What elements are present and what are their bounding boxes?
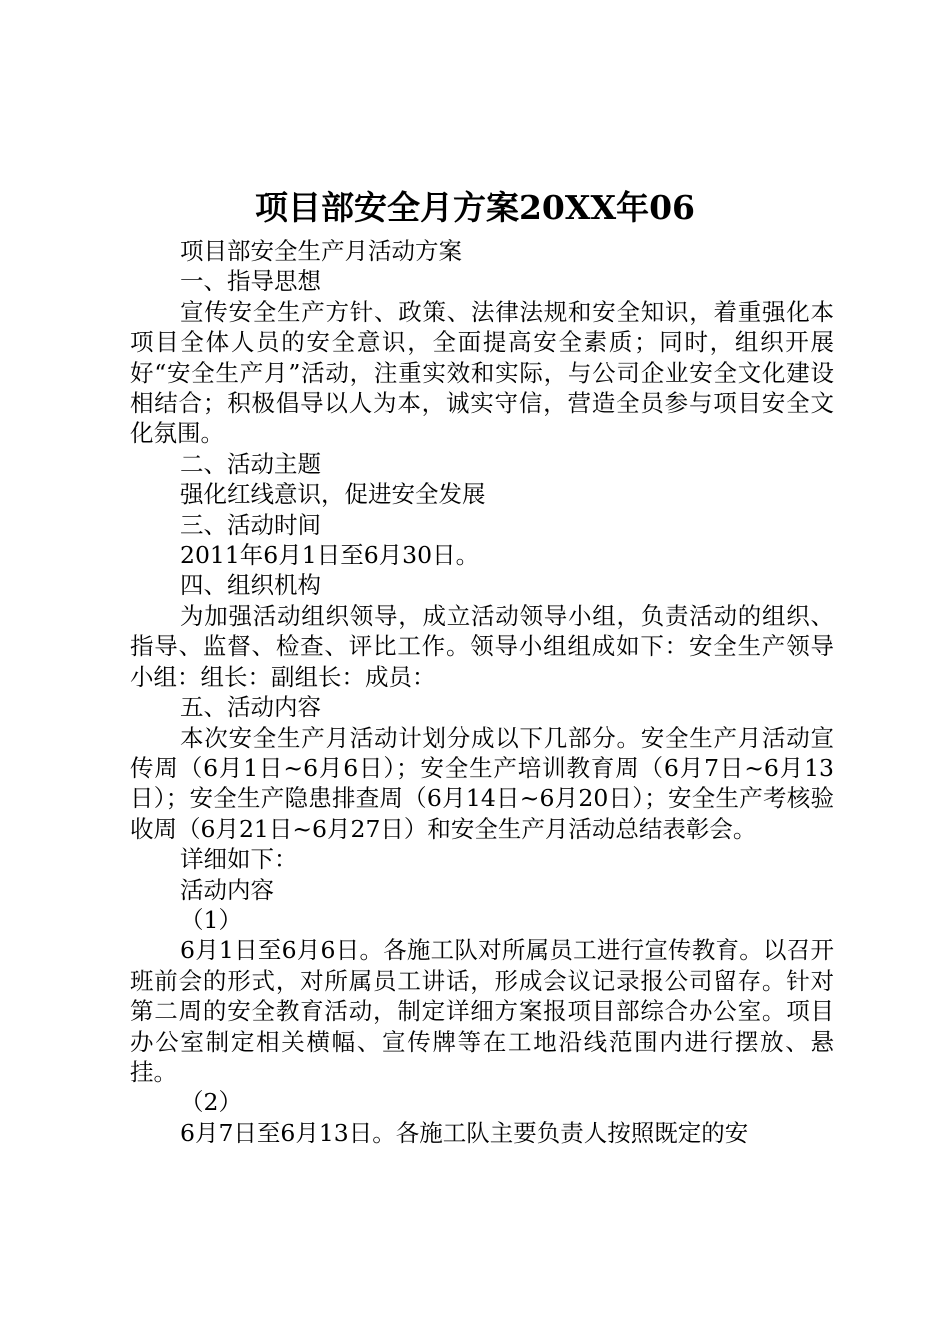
paragraph-activity-theme: 强化红线意识，促进安全发展 [180, 480, 486, 509]
section-heading-organization: 四、组织机构 [180, 571, 321, 600]
paragraph-organization: 为加强活动组织领导，成立活动领导小组，负责活动的组织、指导、监督、检查、评比工作。领导小组组成如下：安全生产领导小组：组长：副组长：成员： [130, 601, 834, 691]
paragraph-week-2: 6月7日至6月13日。各施工队主要负责人按照既定的安 [180, 1118, 749, 1147]
paragraph-week-1: 6月1日至6月6日。各施工队对所属员工进行宣传教育。以召开班前会的形式，对所属员工讲话，形成会议记录报公司留存。针对第二周的安全教育活动，制定详细方案报项目部综合办公室。项目办公室制定相关横幅、宣传牌等在工地沿线范围内进行摆放、悬挂。 [130, 936, 834, 1086]
paragraph-details-intro: 详细如下： [180, 845, 298, 874]
document-title: 项目部安全月方案20XX年06 [254, 188, 696, 227]
paragraph-activity-content-label: 活动内容 [180, 875, 274, 904]
section-heading-guiding-ideology: 一、指导思想 [180, 267, 321, 296]
document-body [130, 236, 834, 1148]
paragraph-activity-plan: 本次安全生产月活动计划分成以下几部分。安全生产月活动宣传周（6月1日~6月6日）；安全生产培训教育周（6月7日~6月13日）；安全生产隐患排查周（6月14日~6月20日）；安全生产考核验收周（6月21日~6月27日）和安全生产月活动总结表彰会。 [130, 723, 834, 843]
section-heading-activity-time: 三、活动时间 [180, 510, 321, 539]
list-marker-2: （2） [180, 1088, 242, 1117]
paragraph-activity-time: 2011年6月1日至6月30日。 [180, 541, 480, 570]
paragraph-guiding-ideology: 宣传安全生产方针、政策、法律法规和安全知识，着重强化本项目全体人员的安全意识，全面提高安全素质；同时，组织开展好“安全生产月”活动，注重实效和实际，与公司企业安全文化建设相结合；积极倡导以人为本，诚实守信，营造全员参与项目安全文化氛围。 [130, 297, 834, 448]
list-marker-1: （1） [180, 905, 242, 934]
section-heading: 项目部安全生产月活动方案 [180, 237, 462, 265]
section-heading-activity-content: 五、活动内容 [180, 693, 321, 722]
section-heading-activity-theme: 二、活动主题 [180, 449, 321, 478]
